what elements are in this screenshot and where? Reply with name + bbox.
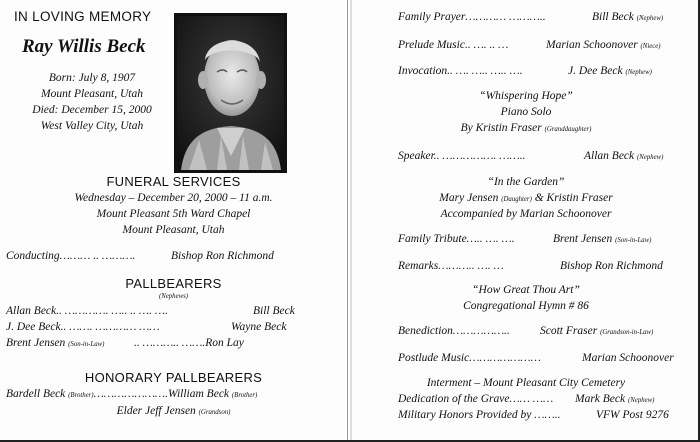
honorary-line-2: Elder Jeff Jensen (Grandson) (116, 405, 231, 417)
pallbearer-left-1: Allan Beck.. …………. ….. .. …. …. (6, 305, 168, 317)
song1-subtitle: Piano Solo (500, 106, 552, 118)
interment-line: Interment – Mount Pleasant City Cemetery (426, 377, 626, 389)
born-date: Born: July 8, 1907 (48, 72, 136, 84)
pallbearer-right-2: Wayne Beck (231, 321, 287, 333)
pallbearers-note: (Nephews) (158, 293, 189, 300)
song3-subtitle: Congregational Hymn # 86 (463, 300, 589, 312)
honorary-line-1: Bardell Beck (Brother)………………….William Beck (Brother) (6, 388, 258, 400)
remarks-name: Bishop Ron Richmond (560, 260, 663, 272)
conducting-label: Conducting……… .. ………. (6, 250, 136, 262)
chapel-city: Mount Pleasant, Utah (122, 224, 225, 236)
pallbearer-right-3: .. ……….. …….Ron Lay (134, 337, 244, 349)
postlude-label: Postlude Music………………… (398, 352, 541, 364)
dedication-name: Mark Beck (Nephew) (575, 393, 655, 405)
postlude-name: Marian Schoonover (582, 352, 674, 364)
pallbearer-right-1: Bill Beck (253, 305, 295, 317)
speaker-name: Allan Beck (Nephew) (584, 150, 664, 162)
pallbearers-title: PALLBEARERS (125, 276, 222, 291)
deceased-name: Ray Willis Beck (22, 36, 146, 57)
died-date: Died: December 15, 2000 (32, 104, 152, 116)
benediction-label: Benediction…………….. (398, 325, 510, 337)
song2-title: “In the Garden” (487, 176, 565, 188)
born-place: Mount Pleasant, Utah (41, 88, 143, 100)
portrait-image (177, 16, 284, 170)
chapel-name: Mount Pleasant 5th Ward Chapel (96, 208, 251, 220)
song1-performer: By Kristin Fraser (Granddaughter) (460, 122, 592, 134)
funeral-date-line: Wednesday – December 20, 2000 – 11 a.m. (74, 192, 273, 204)
benediction-name: Scott Fraser (Grandson-in-Law) (540, 325, 654, 337)
dedication-label: Dedication of the Grave…… …… (398, 393, 554, 405)
died-place: West Valley City, Utah (40, 120, 144, 132)
page-fold (347, 0, 348, 442)
portrait-photo (174, 13, 287, 173)
memory-header: IN LOVING MEMORY (14, 9, 152, 24)
song1-title: “Whispering Hope” (479, 90, 573, 102)
invocation-name: J. Dee Beck (Nephew) (568, 65, 652, 77)
pallbearer-left-2: J. Dee Beck.. ……. ………… …… (6, 321, 160, 333)
invocation-label: Invocation.. …. ….. ….. …. (398, 65, 523, 77)
pallbearer-left-3: Brent Jensen (Son-in-Law) (6, 337, 105, 349)
family-prayer-label: Family Prayer………… ……….. (398, 11, 546, 23)
speaker-label: Speaker.. ……………. …….. (398, 150, 526, 162)
page-fold-shadow (350, 0, 352, 442)
military-honors-label: Military Honors Provided by …….. (398, 409, 561, 421)
military-honors-name: VFW Post 9276 (596, 409, 669, 421)
song2-accompaniment: Accompanied by Marian Schoonover (440, 208, 612, 220)
conducting-name: Bishop Ron Richmond (171, 250, 274, 262)
funeral-services-title: FUNERAL SERVICES (106, 174, 241, 189)
song3-title: “How Great Thou Art” (472, 284, 580, 296)
honorary-pallbearers-title: HONORARY PALLBEARERS (84, 370, 263, 385)
tribute-label: Family Tribute….. …. …. (398, 233, 515, 245)
prelude-name: Marian Schoonover (Niece) (546, 39, 661, 51)
family-prayer-name: Bill Beck (Nephew) (592, 11, 664, 23)
prelude-label: Prelude Music.. …. .. … (398, 39, 509, 51)
song2-performers: Mary Jensen (Daughter) & Kristin Fraser (439, 192, 613, 204)
remarks-label: Remarks……….. …. … (398, 260, 504, 272)
tribute-name: Brent Jensen (Son-in-Law) (553, 233, 652, 245)
